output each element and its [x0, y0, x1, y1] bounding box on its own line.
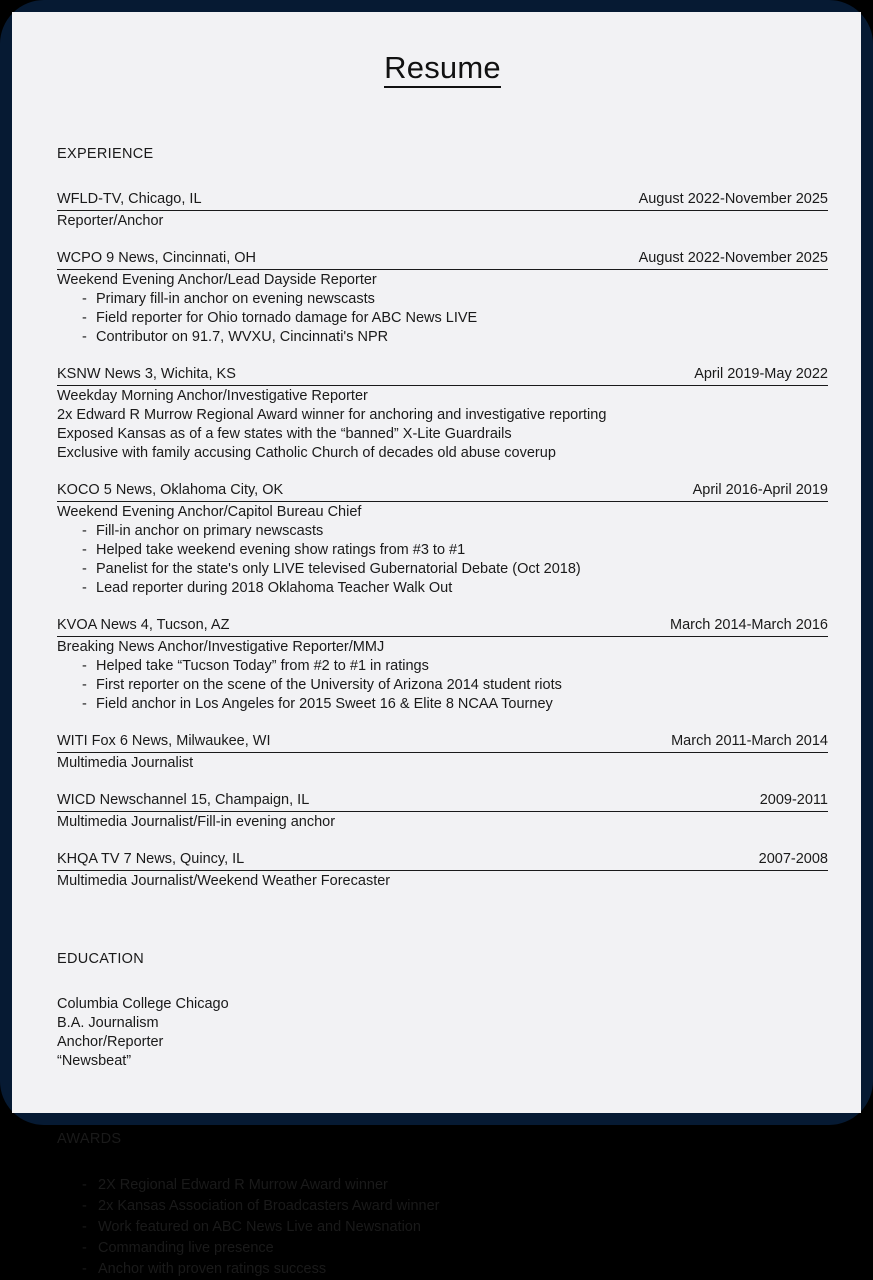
experience-bullet: [82, 522, 828, 541]
bullet-dash-icon: -: [82, 1219, 87, 1235]
employment-dates: March 2011-March 2014: [671, 733, 828, 749]
experience-note: Exclusive with family accusing Catholic Church of decades old abuse coverup: [57, 445, 556, 461]
experience-entry: [57, 616, 828, 714]
experience-bullet: [82, 309, 828, 328]
bullet-dash-icon: -: [82, 291, 87, 307]
experience-entry: [57, 791, 828, 832]
spacer-education: [57, 969, 828, 995]
bullet-dash-icon: -: [82, 1198, 87, 1214]
section-heading-education: EDUCATION: [57, 951, 145, 967]
experience-bullet: [82, 541, 828, 560]
job-title: Breaking News Anchor/Investigative Reporter/MMJ: [57, 639, 385, 655]
experience-entry-header: [57, 249, 828, 270]
experience-bullet-text: Fill-in anchor on primary newscasts: [96, 523, 324, 539]
employment-dates: April 2016-April 2019: [692, 482, 828, 498]
bullet-dash-icon: -: [82, 329, 87, 345]
experience-bullet-list: [57, 290, 828, 347]
experience-bullet: [82, 579, 828, 598]
experience-bullet-text: Primary fill-in anchor on evening newscasts: [96, 291, 375, 307]
job-title: Weekend Evening Anchor/Lead Dayside Reporter: [57, 272, 377, 288]
experience-entry-header: [57, 791, 828, 812]
page-title: [57, 50, 828, 86]
employer-name: KOCO 5 News, Oklahoma City, OK: [57, 482, 284, 498]
award-item: [82, 1196, 828, 1217]
experience-entry-header: [57, 365, 828, 386]
experience-bullet-list: [57, 657, 828, 714]
bullet-dash-icon: -: [82, 1240, 87, 1256]
employer-name: WICD Newschannel 15, Champaign, IL: [57, 792, 310, 808]
experience-bullet: [82, 657, 828, 676]
bullet-dash-icon: -: [82, 310, 87, 326]
bullet-dash-icon: -: [82, 542, 87, 558]
award-item: [82, 1238, 828, 1259]
bullet-dash-icon: -: [82, 677, 87, 693]
section-heading-awards: AWARDS: [57, 1131, 122, 1147]
bullet-dash-icon: -: [82, 580, 87, 596]
spacer-awards: [57, 1149, 828, 1175]
education-line: Columbia College Chicago: [57, 996, 229, 1012]
employer-name: WCPO 9 News, Cincinnati, OH: [57, 250, 257, 266]
experience-bullet-text: Field reporter for Ohio tornado damage for ABC News LIVE: [96, 310, 478, 326]
experience-bullet: [82, 328, 828, 347]
experience-bullet: [82, 676, 828, 695]
section-heading-experience: EXPERIENCE: [57, 146, 154, 162]
experience-bullet-text: First reporter on the scene of the University of Arizona 2014 student riots: [96, 677, 562, 693]
employer-name: KVOA News 4, Tucson, AZ: [57, 617, 230, 633]
job-title: Multimedia Journalist/Fill-in evening anchor: [57, 814, 336, 830]
job-title: Reporter/Anchor: [57, 213, 164, 229]
award-item: [82, 1217, 828, 1238]
bullet-dash-icon: -: [82, 658, 87, 674]
employer-name: KSNW News 3, Wichita, KS: [57, 366, 236, 382]
bullet-dash-icon: -: [82, 561, 87, 577]
employment-dates: 2007-2008: [758, 851, 828, 867]
experience-entry: [57, 190, 828, 231]
experience-note: 2x Edward R Murrow Regional Award winner for anchoring and investigative reporting: [57, 407, 607, 423]
employer-name: KHQA TV 7 News, Quincy, IL: [57, 851, 245, 867]
award-text: 2x Kansas Association of Broadcasters Award winner: [98, 1198, 440, 1214]
employment-dates: March 2014-March 2016: [670, 617, 828, 633]
employer-name: WITI Fox 6 News, Milwaukee, WI: [57, 733, 271, 749]
education-line: “Newsbeat”: [57, 1053, 132, 1069]
experience-bullet-text: Contributor on 91.7, WVXU, Cincinnati's NPR: [96, 329, 389, 345]
experience-bullet-text: Helped take weekend evening show ratings from #3 to #1: [96, 542, 466, 558]
spacer-title: [57, 86, 828, 144]
experience-note: Exposed Kansas as of a few states with the “banned” X-Lite Guardrails: [57, 426, 512, 442]
award-item: [82, 1259, 828, 1280]
employment-dates: April 2019-May 2022: [694, 366, 828, 382]
award-text: 2X Regional Edward R Murrow Award winner: [98, 1177, 388, 1193]
experience-entry-header: [57, 481, 828, 502]
experience-bullet-text: Field anchor in Los Angeles for 2015 Sweet 16 & Elite 8 NCAA Tourney: [96, 696, 553, 712]
education-section: [57, 995, 828, 1071]
experience-notes: [57, 406, 828, 463]
bullet-dash-icon: -: [82, 1261, 87, 1277]
experience-entry-header: [57, 732, 828, 753]
awards-section: [57, 1175, 828, 1280]
experience-entry-header: [57, 190, 828, 211]
experience-section: [57, 190, 828, 891]
bullet-dash-icon: -: [82, 523, 87, 539]
experience-bullet-text: Lead reporter during 2018 Oklahoma Teacher Walk Out: [96, 580, 453, 596]
resume-page: [12, 12, 861, 1277]
award-text: Anchor with proven ratings success: [98, 1261, 327, 1277]
award-text: Commanding live presence: [98, 1240, 274, 1256]
spacer-education-top: [57, 891, 828, 949]
page-title-text: Resume: [384, 50, 501, 88]
experience-entry: [57, 481, 828, 598]
award-text: Work featured on ABC News Live and Newsnation: [98, 1219, 421, 1235]
experience-bullet: [82, 290, 828, 309]
experience-entry-header: [57, 850, 828, 871]
experience-entry: [57, 365, 828, 463]
experience-entry: [57, 850, 828, 891]
experience-entry: [57, 732, 828, 773]
education-line: Anchor/Reporter: [57, 1034, 164, 1050]
employment-dates: August 2022-November 2025: [638, 191, 828, 207]
spacer-experience: [57, 164, 828, 190]
employer-name: WFLD-TV, Chicago, IL: [57, 191, 202, 207]
experience-bullet-text: Helped take “Tucson Today” from #2 to #1 in ratings: [96, 658, 429, 674]
job-title: Multimedia Journalist/Weekend Weather Forecaster: [57, 873, 391, 889]
experience-bullet: [82, 695, 828, 714]
job-title: Multimedia Journalist: [57, 755, 194, 771]
award-item: [82, 1175, 828, 1196]
experience-bullet-list: [57, 522, 828, 598]
spacer-awards-top: [57, 1071, 828, 1129]
employment-dates: 2009-2011: [759, 792, 828, 808]
employment-dates: August 2022-November 2025: [638, 250, 828, 266]
education-line: B.A. Journalism: [57, 1015, 159, 1031]
bullet-dash-icon: -: [82, 1177, 87, 1193]
job-title: Weekend Evening Anchor/Capitol Bureau Chief: [57, 504, 362, 520]
experience-bullet-text: Panelist for the state's only LIVE televised Gubernatorial Debate (Oct 2018): [96, 561, 581, 577]
bullet-dash-icon: -: [82, 696, 87, 712]
experience-entry-header: [57, 616, 828, 637]
job-title: Weekday Morning Anchor/Investigative Reporter: [57, 388, 368, 404]
experience-bullet: [82, 560, 828, 579]
experience-entry: [57, 249, 828, 347]
